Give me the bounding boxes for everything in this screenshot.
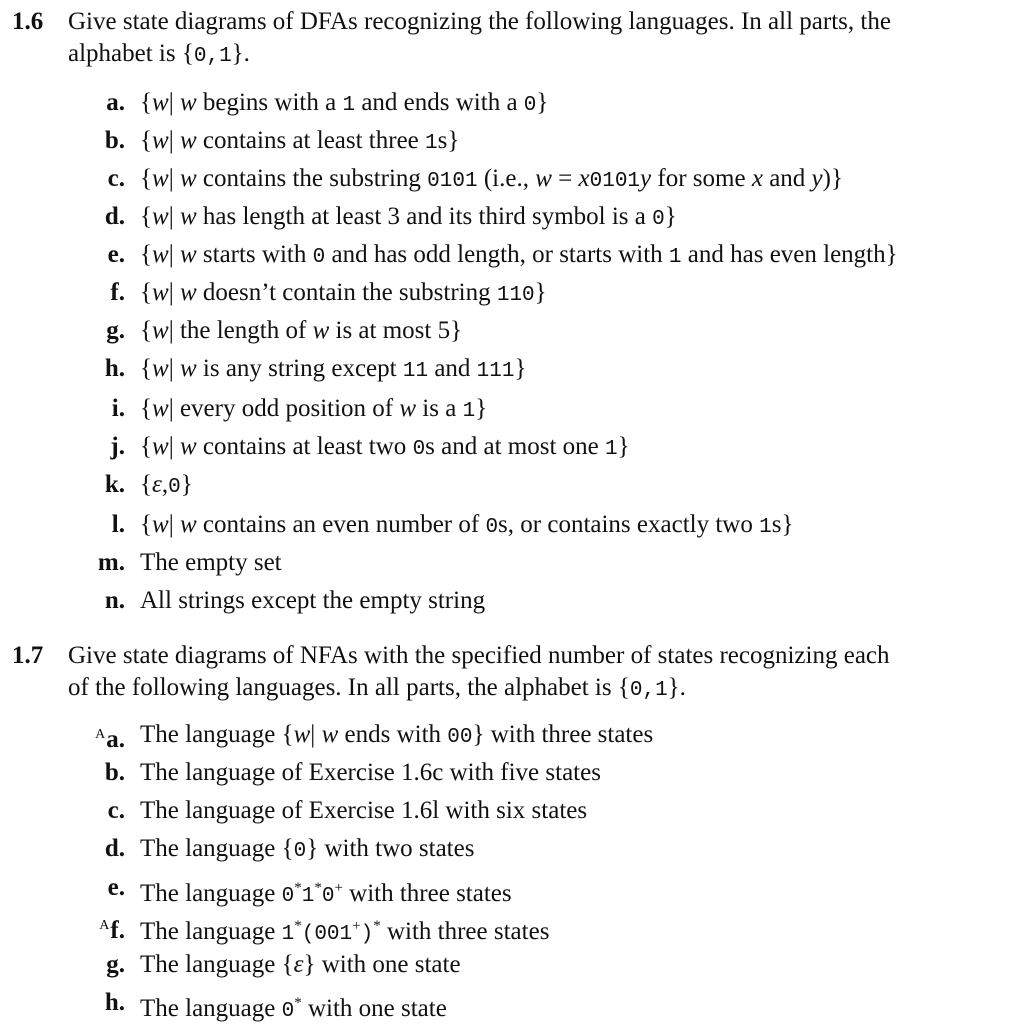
- list-item: [0, 984, 1009, 1022]
- item-label: f.: [110, 279, 125, 306]
- item-label: e.: [107, 241, 125, 268]
- prompt-text: of the following languages. In all parts, the alphabet is {: [68, 674, 630, 701]
- item-text: {ε,0}: [140, 471, 193, 499]
- list-item: [0, 830, 1009, 868]
- item-label: d.: [104, 835, 125, 862]
- list-item: [0, 466, 1009, 504]
- item-text: {w| w begins with a 1 and ends with a 0}: [140, 89, 549, 117]
- item-label: a.: [106, 89, 125, 116]
- item-text: {w| w is any string except 11 and 111}: [140, 355, 527, 383]
- item-label: h.: [104, 355, 125, 382]
- alphabet-symbols: 0,1: [193, 45, 232, 68]
- prompt-line: Give state diagrams of NFAs with the specified number of states recognizing each: [68, 642, 890, 669]
- prompt-line: [68, 38, 998, 73]
- item-text: The language of Exercise 1.6l with six states: [140, 797, 588, 824]
- item-text: {w| w starts with 0 and has odd length, or starts with 1 and has even length}: [140, 241, 898, 269]
- item-text: {w| every odd position of w is a 1}: [140, 395, 488, 423]
- list-item: [0, 236, 1009, 274]
- item-text: The language 1*(001+)* with three states: [140, 918, 550, 946]
- list-item: [0, 544, 1009, 582]
- item-text: The language {w| w ends with 00} with three states: [140, 721, 654, 749]
- list-item: [0, 428, 1009, 466]
- item-text: The language of Exercise 1.6c with five states: [140, 759, 601, 786]
- item-label: $^A$f.: [99, 917, 125, 944]
- item-text: {w| w contains at least three 1s}: [140, 127, 460, 155]
- item-label: c.: [107, 797, 125, 824]
- prompt-text: }.: [667, 674, 686, 701]
- item-text: {w| w contains an even number of 0s, or contains exactly two 1s}: [140, 511, 794, 539]
- item-text: The language {ε} with one state: [140, 951, 461, 978]
- item-label: n.: [104, 587, 125, 614]
- item-text: {w| w contains the substring 0101 (i.e., w = x0101y for some x and y)}: [140, 165, 843, 193]
- list-item: [0, 716, 1009, 754]
- item-label: d.: [104, 203, 125, 230]
- exercise-prompt: [68, 6, 998, 73]
- prompt-text: }.: [231, 40, 250, 67]
- item-label: b.: [104, 759, 125, 786]
- item-label: b.: [104, 127, 125, 154]
- list-item: [0, 84, 1009, 122]
- list-item: [0, 160, 1009, 198]
- list-item: [0, 274, 1009, 312]
- list-item: [0, 754, 1009, 792]
- list-item: [0, 582, 1009, 620]
- list-item: [0, 122, 1009, 160]
- list-item: [0, 312, 1009, 350]
- list-item: [0, 869, 1009, 907]
- item-text: {w| w contains at least two 0s and at most one 1}: [140, 433, 630, 461]
- item-label: g.: [106, 317, 125, 344]
- item-label: e.: [107, 874, 125, 901]
- exercise-number: 1.7: [12, 642, 44, 669]
- list-item: [0, 198, 1009, 236]
- item-text: The empty set: [140, 549, 282, 576]
- exercise-prompt: [68, 640, 998, 707]
- list-item: [0, 390, 1009, 428]
- prompt-line: Give state diagrams of DFAs recognizing the following languages. In all parts, the: [68, 8, 891, 35]
- exercise-number: 1.6: [12, 8, 44, 35]
- answer-marker: A: [95, 727, 106, 742]
- item-text: The language 0*1*0+ with three states: [140, 880, 512, 908]
- list-item: [0, 907, 1009, 945]
- item-text: {w| w has length at least 3 and its third symbol is a 0}: [140, 203, 677, 231]
- list-item: [0, 946, 1009, 984]
- item-text: {w| w doesn’t contain the substring 110}: [140, 279, 547, 307]
- item-label: c.: [107, 165, 125, 192]
- item-text: {w| the length of w is at most 5}: [140, 317, 463, 344]
- item-label: $^A$a.: [95, 726, 125, 753]
- prompt-text: alphabet is {: [68, 40, 194, 67]
- item-text: All strings except the empty string: [140, 587, 486, 614]
- item-label: l.: [111, 511, 125, 538]
- list-item: [0, 506, 1009, 544]
- item-label: i.: [111, 395, 125, 422]
- list-item: [0, 792, 1009, 830]
- item-label: h.: [104, 989, 125, 1016]
- item-label: j.: [110, 433, 125, 460]
- item-text: The language 0* with one state: [140, 995, 447, 1023]
- answer-marker: A: [99, 918, 110, 933]
- prompt-line: [68, 672, 998, 707]
- item-label: g.: [106, 951, 125, 978]
- item-label: m.: [97, 549, 125, 576]
- alphabet-symbols: 0,1: [629, 679, 668, 702]
- item-text: The language {0} with two states: [140, 835, 475, 863]
- list-item: [0, 350, 1009, 388]
- item-label: k.: [104, 471, 125, 498]
